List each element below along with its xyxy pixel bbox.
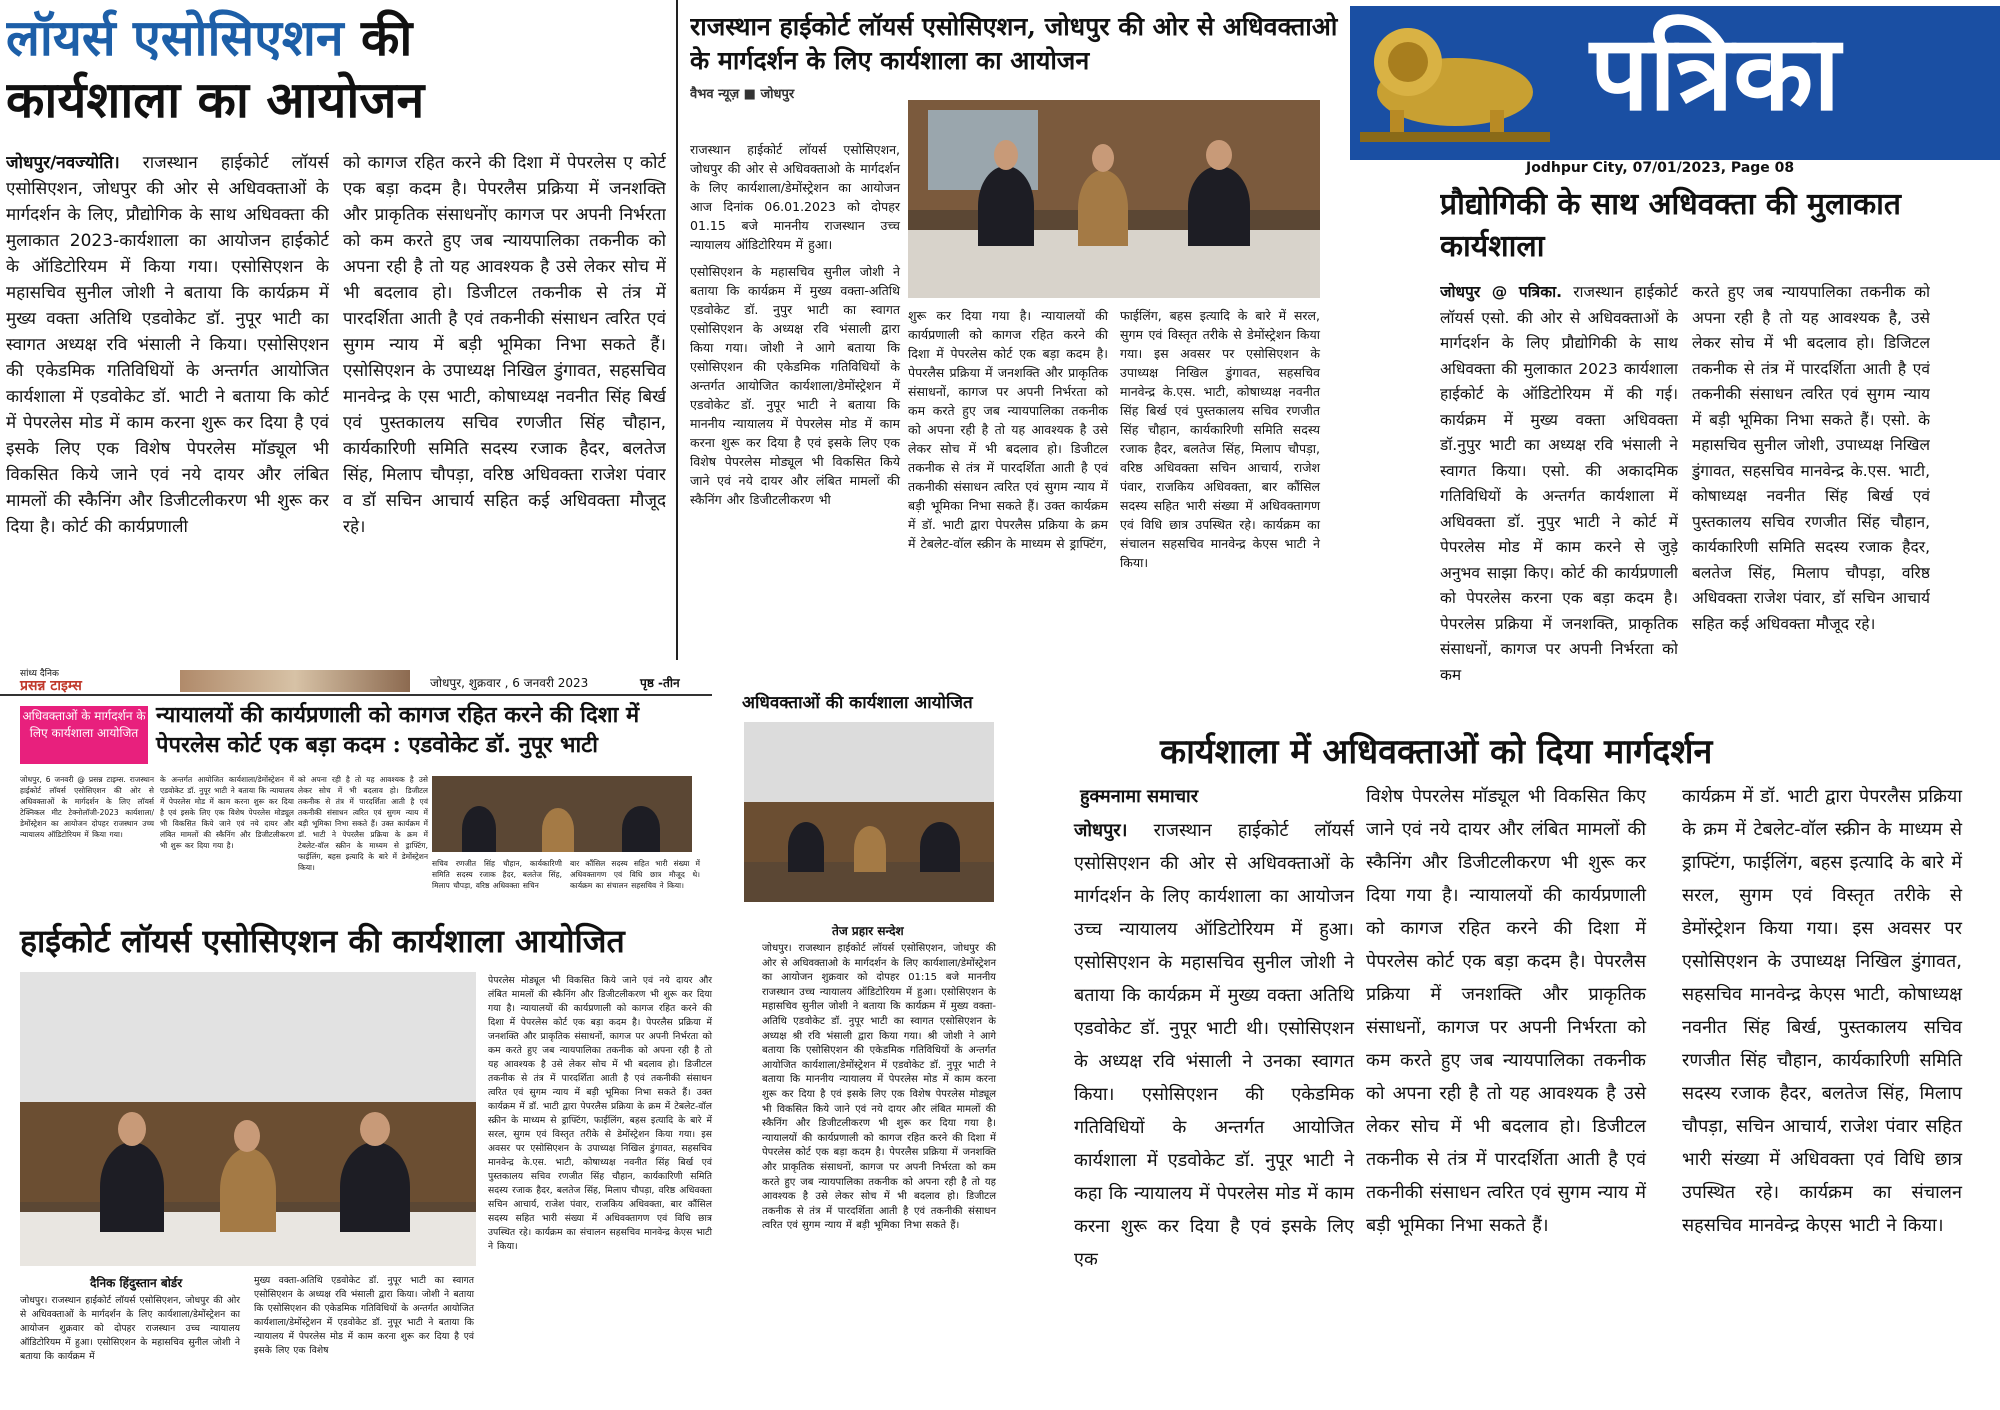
hukmnama-source: हुक्मनामा समाचार [1080,786,1199,807]
prasann-masthead: प्रसन्न टाइम्स [20,678,82,694]
prasann-caption2: बार कौंसिल सदस्य सहित भारी संख्या में अधिवक्तागण एवं विधि छात्र मौजूद थे। कार्यक्रम का संचालन सहसचिव ने किया। [570,859,700,890]
skyline-image [180,670,410,692]
tej-photo [744,722,994,902]
article-vaibhav-col2: शुरू कर दिया गया है। न्यायालयों की कार्यप्रणाली को कागज रहित करने की दिशा में पेपरलेस कोर्ट एक बड़ा कदम है। पेपरलैस प्रक्रिया में जनशक्ति और प्राकृतिक संसाधनों, कागज पर अपनी निर्भरता को कम करते हुए जब न्यायपालिका तकनीक को अपना रही है तो यह आवश्यक है उसे लेकर सोच में भी बदलाव हो। डिजीटल तकनीक से तंत्र में पारदर्शिता आती है एवं तकनीकी संसाधन त्वरित एवं सुगम न्याय में बड़ी भूमिका निभा सकते हैं। उक्त कार्यक्रम में डॉ. भाटी द्वारा पेपरलैस प्रक्रिया के क्रम में टेबलेट-वॉल स्क्रीन के माध्यम से ड्राफ्टिंग, [908,308,1108,551]
headline-part-blue: लॉयर्स एसोसिएशन [6,8,344,67]
article-patrika [1440,160,2000,720]
article-vaibhav-intro: राजस्थान हाईकोर्ट लॉयर्स एसोसिएशन, जोधपुर की ओर से अधिवक्ताओ के मार्गदर्शन के लिए कार्यशाला/डेमोंस्ट्रेशन का आयोजन आज दिनांक 06.01.2023 को दोपहर 01.15 बजे माननीय राजस्थान उच्च न्यायालय ऑडिटोरियम में हुआ। [690,142,900,252]
article-patrika-col2: करते हुए जब न्यायपालिका तकनीक को अपना रही है तो यह आवश्यक है, उसे लेकर सोच में भी बदलाव हो। डिजिटल तकनीक से तंत्र में पारदर्शिता आती है एवं तकनीकी संसाधन त्वरित एवं सुगम न्याय में बड़ी भूमिका निभा सकते हैं। एसो. के महासचिव सुनील जोशी, उपाध्यक्ष निखिल डुंगावत, सहसचिव मानवेन्द्र के.एस. भाटी, कोषाध्यक्ष नवनीत सिंह बिर्ख एवं पुस्तकालय सचिव रणजीत सिंह चौहान, कार्यकारिणी समिति सदस्य रजाक हैदर, बलतेज सिंह, मिलाप चौपड़ा, वरिष्ठ अधिवक्ता राजेश पंवार, डॉ सचिन आचार्य सहित कई अधिवक्ता मौजूद रहे। [1692,283,1930,633]
article-hukmnama [1040,730,2000,1410]
article-vaibhav-headline: राजस्थान हाईकोर्ट लॉयर्स एसोसिएशन, जोधपुर की ओर से अधिवक्ताओ के मार्गदर्शन के लिए कार्यशाला का आयोजन [690,12,1338,75]
prasann-tag: अधिवक्ताओं के मार्गदर्शन के लिए कार्यशाला आयोजित [20,706,148,764]
article-vaibhav-col3: फाईलिंग, बहस इत्यादि के बारे में सरल, सुगम एवं विस्तृत तरीके से डेमोंस्ट्रेशन किया गया। इस अवसर पर एसोसिएशन के उपाध्यक्ष निखिल डुंगावत, सहसचिव मानवेन्द्र के.एस. भाटी, कोषाध्यक्ष नवनीत सिंह बिर्ख एवं पुस्तकालय सचिव रणजीत सिंह चौहान, कार्यकारिणी समिति सदस्य रजाक हैदर, बलतेज सिंह, मिलाप चौपड़ा, वरिष्ठ अधिवक्ता सचिन आचार्य, राजेश पंवार, राजकिय अधिवक्ता, बार कौंसिल सदस्य सहित भारी संख्या में अधिवक्तागण एवं विधि छात्र उपस्थित रहे। कार्यक्रम का संचालन सहसचिव मानवेन्द्र केएस भाटी ने किया। [1120,308,1320,570]
prasann-headline: न्यायालयों की कार्यप्रणाली को कागज रहित करने की दिशा में पेपरलेस कोर्ट एक बड़ा कदम : एडवोकेट डॉ. नुपूर भाटी [156,702,640,758]
article-tej [742,690,1002,1410]
tej-body: जोधपुर। राजस्थान हाईकोर्ट लॉयर्स एसोसिएशन, जोधपुर की ओर से अधिवक्ताओ के मार्गदर्शन के लिए कार्यशाला/डेमोंस्ट्रेशन का आयोजन शुक्रवार को दोपहर 01:15 बजे माननीय राजस्थान उच्च न्यायालय ऑडिटोरियम में हुआ। एसोसिएशन के महासचिव सुनील जोशी ने बताया कि कार्यक्रम में मुख्य वक्ता-अतिथि एडवोकेट डॉ. नुपूर भाटी का स्वागत एसोसिएशन के अध्यक्ष श्री रवि भंसाली द्वारा किया गया। श्री जोशी ने आगे बताया कि एसोसिएशन की एकेडमिक गतिविधियों के अन्तर्गत आयोजित कार्यशाला/डेमोंस्ट्रेशन में एडवोकेट डॉ. नुपूर भाटी ने बताया कि माननीय न्यायालय में पेपरलेस मोड में काम करना शुरू कर दिया है एवं इसके लिए एक विशेष पेपरलेस मोड्यूल भी विकसित किये जाने एवं नये दायर और लंबित मामलों की स्कैनिंग और डिजीटलीकरण भी शुरू कर दिया गया है। न्यायालयों की कार्यप्रणाली को कागज रहित करने की दिशा में पेपरलेस कोर्ट एक बड़ा कदम है। पेपरलैस प्रक्रिया में जनशक्ति और प्राकृतिक संसाधनों, कागज पर अपनी निर्भरता को कम करते हुए जब न्यायपालिका तकनीक को अपना रही है तो यह आवश्यक है उसे लेकर सोच में भी बदलाव हो। डिजीटल तकनीक से तंत्र में पारदर्शिता आती है एवं तकनीकी संसाधन त्वरित एवं सुगम न्याय में बड़ी भूमिका निभा सकते हैं। [762,943,996,1232]
article-vaibhav-col1: एसोसिएशन के महासचिव सुनील जोशी ने बताया कि कार्यक्रम में मुख्य वक्ता-अतिथि एडवोकेट डॉ. नुपुर भाटी का स्वागत एसोसिएशन के अध्यक्ष रवि भंसाली द्वारा किया गया। जोशी ने आगे बताया कि एसोसिएशन की एकेडमिक गतिविधियों के अन्तर्गत आयोजित कार्यशाला/डेमोंस्ट्रेशन में एडवोकेट डॉ. नुपूर भाटी ने बताया कि माननीय न्यायालय में पेपरलेस मोड में काम करना शुरू कर दिया है एवं इसके लिए एक विशेष पेपरलेस मोड्यूल भी विकसित किये जाने एवं नये दायर और लंबित मामलों की स्कैनिंग और डिजीटलीकरण भी [690,264,900,507]
article-patrika-col1: राजस्थान हाईकोर्ट लॉयर्स एसो. की ओर से अधिवक्ताओं के मार्गदर्शन के लिए प्रौद्योगिकी के साथ अधिवक्ता की मुलाकात 2023 कार्यशाला हाईकोर्ट के ऑडिटोरियम में की गई। कार्यक्रम में मुख्य वक्ता अधिवक्ता डॉ.नुपुर भाटी का अध्यक्ष रवि भंसाली ने स्वागत किया। एसो. की अकादमिक गतिविधियों के अन्तर्गत कार्यशाला में अधिवक्ता डॉ. नुपुर भाटी ने कोर्ट में पेपरलेस मोड में काम करने से जुड़े अनुभव साझा किए। कोर्ट की कार्यप्रणाली को पेपरलेस करना एक बड़ा कदम है। पेपरलेस प्रक्रिया में जनशक्ति, प्राकृतिक संसाधनों, कागज पर अपनी निर्भरता को कम [1440,283,1678,684]
prasann-date: जोधपुर, शुक्रवार , 6 जनवरी 2023 [430,676,589,690]
prasann-col3: को अपना रही है तो यह आवश्यक है उसे लेकर सोच में भी बदलाव हो। डिजीटल तकनीक से तंत्र में पारदर्शिता आती है एवं तकनीकी संसाधन त्वरित एवं सुगम न्याय में बड़ी भूमिका निभा सकते हैं। उक्त कार्यक्रम में डॉ. भाटी ने पेपरलैस प्रक्रिया के क्रम में टेबलेट-वॉल स्क्रीन के माध्यम से ड्राफ्टिंग, फाईलिंग, बहस इत्यादि के बारे में डेमोंस्ट्रेशन किया। [298,775,428,872]
prasann-masthead-small: सांध्य दैनिक [20,669,59,679]
patrika-masthead [1350,6,2000,160]
article-vaibhav [690,10,1350,680]
dateline: जोधपुर @ पत्रिका. [1440,283,1563,301]
hindustan-col-right: पेपरलेस मोड्यूल भी विकसित किये जाने एवं नये दायर और लंबित मामलों की स्कैनिंग और डिजीटलीकरण भी शुरू कर दिया गया है। न्यायालयों की कार्यप्रणाली को कागज रहित करने की दिशा में पेपरलेस कोर्ट एक बड़ा कदम है। पेपरलैस प्रक्रिया में जनशक्ति और प्राकृतिक संसाधनों, कागज पर अपनी निर्भरता को कम करते हुए जब न्यायपालिका तकनीक को अपना रही है तो यह आवश्यक है उसे लेकर सोच में भी बदलाव हो। डिजीटल तकनीक से तंत्र में पारदर्शिता आती है एवं तकनीकी संसाधन त्वरित एवं सुगम न्याय में बड़ी भूमिका निभा सकते हैं। उक्त कार्यक्रम में डॉ. भाटी द्वारा पेपरलैस प्रक्रिया के क्रम में टेबलेट-वॉल स्क्रीन के माध्यम से ड्राफ्टिंग, फाईलिंग, बहस इत्यादि के बारे में सरल, सुगम एवं विस्तृत तरीके से डेमोंस्ट्रेशन किया गया। इस अवसर पर एसोसिएशन के उपाध्यक्ष निखिल डुंगावत, सहसचिव मानवेन्द्र के.एस. भाटी, कोषाध्यक्ष नवनीत सिंह बिर्ख एवं पुस्तकालय सचिव रणजीत सिंह चौहान, कार्यकारिणी समिति सदस्य रजाक हैदर, बलतेज सिंह, मिलाप चौपड़ा, वरिष्ठ अधिवक्ता सचिन आचार्य, राजेश पंवार, राजकिय अधिवक्ता, बार कौंसिल सदस्य सहित भारी संख्या में अधिवक्तागण एवं विधि छात्र उपस्थित रहे। कार्यक्रम का संचालन सहसचिव मानवेन्द्र केएस भाटी ने किया। [488,975,712,1252]
headline-part-black: की [361,8,413,67]
event-photo [908,100,1320,298]
hindustan-col-bottom2: मुख्य वक्ता-अतिथि एडवोकेट डॉ. नुपूर भाटी का स्वागत एसोसिएशन के अध्यक्ष रवि भंसाली द्वारा किया। जोशी ने बताया कि एसोसिएशन की एकेडमिक गतिविधियों के अन्तर्गत आयोजित कार्यशाला/डेमोंस्ट्रेशन में एडवोकेट डॉ. नुपूर भाटी ने बताया कि न्यायालय में पेपरलेस मोड में काम करना शुरू कर दिया है एवं इसके लिए एक विशेष [254,1275,474,1356]
article-hindustan [0,918,730,1410]
hukmnama-headline: कार्यशाला में अधिवक्ताओं को दिया मार्गदर्शन [1160,732,1713,772]
lion-logo-icon [1360,14,1550,144]
prasann-col1: जोधपुर, 6 जनवरी @ प्रसन्न टाइम्स. राजस्थान हाईकोर्ट लॉयर्स एसोसिएशन की ओर से अधिवक्ताओं के मार्गदर्शन के लिए लॉयर्स टेक्निकल मीट टेक्नोलॉजी-2023 कार्यशाला/डेमोंस्ट्रेशन का आयोजन दोपहर राजस्थान उच्च न्यायालय ऑडिटोरियम में किया गया। [20,775,154,839]
tej-source: तेज प्रहार सन्देश [832,924,904,938]
prasann-col2: के अन्तर्गत आयोजित कार्यशाला/डेमोंस्ट्रेशन में एडवोकेट डॉ. नुपूर भाटी ने बताया कि न्यायालय में पेपरलेस मोड में काम करना शुरू कर दिया है एवं इसके लिए एक विशेष पेपरलेस मोड्यूल भी विकसित किये जाने एवं नये दायर और लंबित मामलों की स्कैनिंग और डिजीटलीकरण भी शुरू कर दिया गया है। [160,775,294,850]
article-patrika-headline: प्रौद्योगिकी के साथ अधिवक्ता की मुलाकात कार्यशाला [1440,187,1902,264]
dateline: जोधपुर/नवज्योति। [6,153,120,173]
patrika-edition: Jodhpur City, 07/01/2023, Page 08 [1526,160,1795,176]
article-navjyoti-headline [6,8,666,68]
article-prasann [0,668,712,918]
hukmnama-col3: कार्यक्रम में डॉ. भाटी द्वारा पेपरलैस प्रक्रिया के क्रम में टेबलेट-वॉल स्क्रीन के माध्यम से ड्राफ्टिंग, फाईलिंग, बहस इत्यादि के बारे में सरल, सुगम एवं विस्तृत तरीके से डेमोंस्ट्रेशन किया गया। इस अवसर पर एसोसिएशन के उपाध्यक्ष निखिल डुंगावत, सहसचिव मानवेन्द्र केएस भाटी, कोषाध्यक्ष नवनीत सिंह बिर्ख, पुस्तकालय सचिव रणजीत सिंह चौहान, कार्यकारिणी समिति सदस्य रजाक हैदर, बलतेज सिंह, मिलाप चौपड़ा, सचिन आचार्य, राजेश पंवार सहित भारी संख्या में अधिवक्ता एवं विधि छात्र उपस्थित रहे। कार्यक्रम का संचालन सहसचिव मानवेन्द्र केएस भाटी ने किया। [1682,786,1962,1236]
hindustan-photo [20,972,476,1266]
article-navjyoti-col1: राजस्थान हाईकोर्ट लॉयर्स एसोसिएशन, जोधपुर की ओर से अधिवक्ताओं के मार्गदर्शन के लिए, प्रौद्योगिक के साथ अधिवक्ता की मुलाकात 2023-कार्यशाला का आयोजन हाईकोर्ट के ऑडिटोरियम में किया गया। एसोसिएशन के महासचिव सुनील जोशी ने बताया कि कार्यक्रम में मुख्य वक्ता अतिथि एडवोकेट डॉ. नुपूर भाटी का स्वागत अध्यक्ष रवि भंसाली ने किया। एसोसिएशन की एकेडमिक गतिविधियों के अन्तर्गत आयोजित कार्यशाला में एडवोकेट डॉ. भाटी ने बताया कि कोर्ट में पेपरलेस मोड में काम करना शुरू कर दिया है एवं इसके लिए एक विशेष पेपरलेस मॉड्यूल भी विकसित किये जाने एवं नये दायर और लंबित मामलों की स्कैनिंग और डिजीटलीकरण भी शुरू कर दिया है। कोर्ट की कार्यप्रणाली [6,153,329,537]
hukmnama-col1: राजस्थान हाईकोर्ट लॉयर्स एसोसिएशन की ओर से अधिवक्ताओं के मार्गदर्शन के लिए कार्यशाला का आयोजन उच्च न्यायालय ऑडिटोरियम में हुआ। एसोसिएशन के महासचिव सुनील जोशी ने बताया कि कार्यक्रम में मुख्य वक्ता अतिथि एडवोकेट डॉ. नुपूर भाटी थी। एसोसिएशन के अध्यक्ष रवि भंसाली ने उनका स्वागत किया। एसोसिएशन की एकेडमिक गतिविधियों के अन्तर्गत आयोजित कार्यशाला में एडवोकेट डॉ. नुपूर भाटी ने कहा कि न्यायालय में पेपरलेस मोड में काम करना शुरू कर दिया है एवं इसके लिए एक [1074,820,1354,1270]
article-navjyoti [6,8,666,648]
prasann-header [0,668,712,696]
tej-headline: अधिवक्ताओं की कार्यशाला आयोजित [742,693,973,713]
article-navjyoti-col2: को कागज रहित करने की दिशा में पेपरलेस ए कोर्ट एक बड़ा कदम है। पेपरलैस प्रक्रिया में जनशक्ति और प्राकृतिक संसाधनोंए कागज पर अपनी निर्भरता को कम करते हुए जब न्यायपालिका तकनीक को अपना रही है तो यह आवश्यक है उसे लेकर सोच में भी बदलाव हो। डिजीटल तकनीक से तंत्र में पारदर्शिता आती है एवं तकनीकी संसाधन त्वरित एवं सुगम न्याय में बड़ी भूमिका निभा सकते हैं। एसोसिएशन के उपाध्यक्ष निखिल डुंगावत, सहसचिव मानवेन्द्र के एस भाटी, कोषाध्यक्ष नवनीत सिंह बिर्ख एवं पुस्तकालय सचिव रणजीत सिंह चौहान, कार्यकारिणी समिति सदस्य रजाक हैदर, बलतेज सिंह, मिलाप चौपड़ा, वरिष्ठ अधिवक्ता राजेश पंवार व डॉ सचिन आचार्य सहित कई अधिवक्ता मौजूद रहे। [343,153,666,537]
divider [676,0,678,660]
prasann-page: पृष्ठ -तीन [640,676,680,690]
hindustan-source: दैनिक हिंदुस्तान बोर्डर [90,1276,183,1290]
hindustan-headline: हाईकोर्ट लॉयर्स एसोसिएशन की कार्यशाला आयोजित [20,922,625,960]
article-navjyoti-headline-line2: कार्यशाला का आयोजन [6,70,425,129]
prasann-photo [432,776,692,852]
hukmnama-col2: विशेष पेपरलेस मॉड्यूल भी विकसित किए जाने एवं नये दायर और लंबित मामलों की स्कैनिंग और डिजीटलीकरण भी शुरू कर दिया गया है। न्यायालयों की कार्यप्रणाली को कागज रहित करने की दिशा में पेपरलेस कोर्ट एक बड़ा कदम है। पेपरलैस प्रक्रिया में जनशक्ति और प्राकृतिक संसाधनों, कागज पर अपनी निर्भरता को कम करते हुए जब न्यायपालिका तकनीक को अपना रही है तो यह आवश्यक है उसे लेकर सोच में भी बदलाव हो। डिजीटल तकनीक से तंत्र में पारदर्शिता आती है एवं तकनीकी संसाधन त्वरित एवं सुगम न्याय में बड़ी भूमिका निभा सकते हैं। [1366,786,1646,1236]
prasann-caption: सचिव रणजीत सिंह चौहान, कार्यकारिणी समिति सदस्य रजाक हैदर, बलतेज सिंह, मिलाप चौपड़ा, वरिष्ठ अधिवक्ता सचिन [432,859,562,890]
dateline: जोधपुर। [1074,820,1128,841]
hindustan-col-bottom1: जोधपुर। राजस्थान हाईकोर्ट लॉयर्स एसोसिएशन, जोधपुर की ओर से अधिवक्ताओं के मार्गदर्शन के लिए कार्यशाला/डेमोंस्ट्रेशन का आयोजन शुक्रवार को दोपहर राजस्थान उच्च न्यायालय ऑडिटोरियम में हुआ। एसोसिएशन के महासचिव सुनील जोशी ने बताया कि कार्यक्रम में [20,1295,240,1362]
article-vaibhav-source: वैभव न्यूज़ ■ जोधपुर [690,87,795,102]
patrika-logo: पत्रिका [1590,11,1841,134]
